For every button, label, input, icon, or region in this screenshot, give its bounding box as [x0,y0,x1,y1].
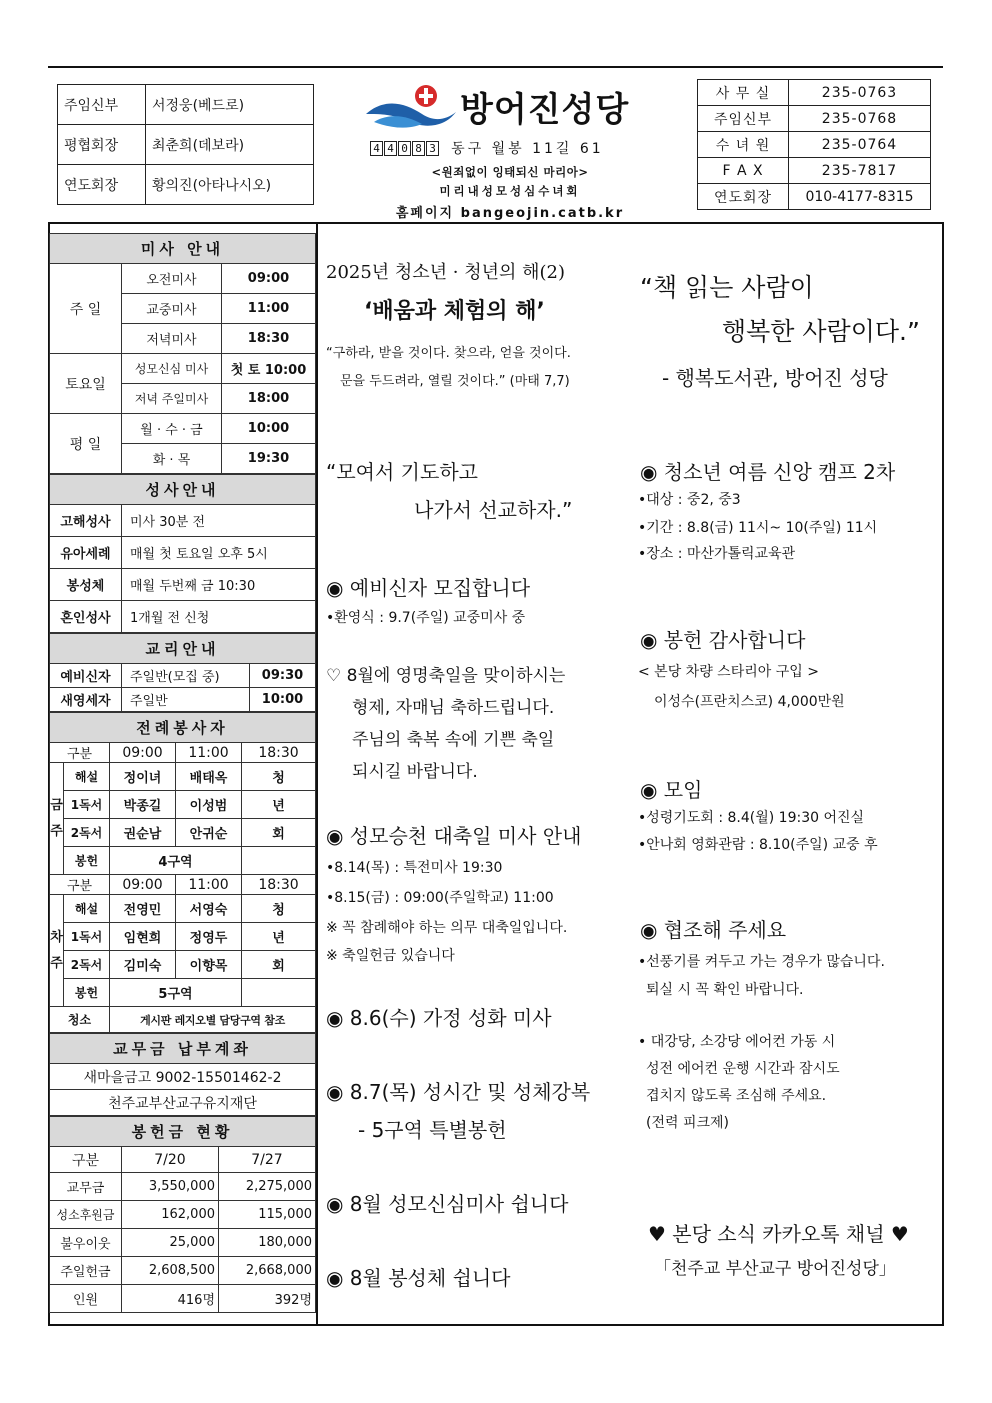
contact-table [697,79,931,210]
no-communion-notice: ◉ 8월 봉성체 쉽니다 [326,1266,511,1290]
verse-line-2: 문을 두드려라, 열릴 것이다.” (마태 7,7) [340,374,570,389]
homepage-link[interactable]: 홈페이지 bangeojin.catb.kr [395,206,625,221]
cooperation-detail: 성전 에어컨 운행 시간과 잠시도 [646,1061,840,1077]
offering-value: 180,000 [219,1229,316,1257]
liturgy-person: 청 [242,895,316,923]
leader-row [58,125,314,165]
liturgy-time: 11:00 [176,875,242,895]
liturgy-person: 정이녀 [110,763,176,791]
thanks-title: ◉ 봉헌 감사합니다 [640,628,806,652]
contact-row [698,132,931,158]
zip-digit: 4 [384,141,397,156]
mass-name: 화 · 목 [122,444,222,474]
leader-row [58,165,314,205]
liturgy-col-label: 구분 [50,875,110,895]
sacrament-value: 매월 두번째 금 10:30 [122,569,316,601]
mass-name: 월 · 수 · 금 [122,414,222,444]
offering-value: 2,668,000 [219,1257,316,1285]
year-theme: ‘배움과 체험의 해’ [364,299,545,324]
account-table [49,1033,316,1116]
liturgy-role: 봉헌 [64,979,110,1007]
offering-table [49,1116,316,1313]
offering-value: 392명 [219,1285,316,1313]
assumption-title: ◉ 성모승천 대축일 미사 안내 [326,824,582,848]
liturgy-person: 전영민 [110,895,176,923]
contact-phone: 235-0764 [789,132,931,158]
liturgy-time: 18:30 [242,743,316,763]
liturgy-title: 전례봉사자 [50,713,316,743]
liturgy-person: 회 [242,819,316,847]
liturgy-person: 박종길 [110,791,176,819]
liturgy-col-label: 구분 [50,743,110,763]
convent-name: 미리내성모성심수녀회 [439,184,581,198]
sacrament-value: 1개월 전 신청 [122,601,316,633]
offering-name: 성소후원금 [50,1201,122,1229]
liturgy-role: 1독서 [64,791,110,819]
wave-cross-icon [364,84,458,130]
assumption-line: •8.14(목) : 특전미사 19:30 [326,860,503,876]
sidebar [49,233,316,1313]
offering-date: 7/20 [122,1147,219,1173]
liturgy-time: 09:00 [110,875,176,895]
doctrine-title: 교리안내 [50,634,316,664]
birthday-line-4: 되시길 바랍니다. [352,762,478,782]
contact-phone: 010-4177-8315 [789,184,931,210]
parish-motto: <원죄없이 잉태되신 마리아> [431,165,589,179]
kakao-channel-name[interactable]: 「천주교 부산교구 방어진성당」 [654,1259,896,1279]
sacrament-name: 유아세례 [50,537,122,569]
cooperation-detail: 겹치지 않도록 조심해 주세요. [646,1088,827,1104]
year-title: 2025년 청소년 · 청년의 해(2) [326,262,566,283]
leader-name: 최춘희(데보라) [146,125,314,165]
contact-row [698,106,931,132]
liturgy-person: 이성범 [176,791,242,819]
offering-name: 인원 [50,1285,122,1313]
zip-digit: 4 [370,141,383,156]
leader-name: 서정웅(베드로) [146,85,314,125]
camp-detail: •기간 : 8.8(금) 11시~ 10(주일) 11시 [638,520,878,536]
no-marian-mass-notice: ◉ 8월 성모신심미사 쉽니다 [326,1192,569,1216]
liturgy-offering: 4구역 [110,847,242,875]
doctrine-value: 주일반 [122,688,250,712]
liturgy-role: 2독서 [64,819,110,847]
catechumen-title: ◉ 예비신자 모집합니다 [326,576,531,600]
mass-name: 교중미사 [122,294,222,324]
holy-hour-notice: ◉ 8.7(목) 성시간 및 성체강복 [326,1080,591,1104]
cooperation-detail: (전력 피크제) [646,1115,729,1131]
offering-col-label: 구분 [50,1147,122,1173]
cooperation-detail: •선풍기를 켜두고 가는 경우가 많습니다. [638,954,885,970]
liturgy-role: 봉헌 [64,847,110,875]
leader-row [58,85,314,125]
book-quote-1: “책 읽는 사람이 [640,273,814,302]
assumption-line: ※ 축일헌금 있습니다 [326,948,455,964]
mass-name: 저녁 주일미사 [122,384,222,414]
offering-name: 교무금 [50,1173,122,1201]
book-quote-3: - 행복도서관, 방어진 성당 [662,366,888,390]
contact-label: 주임신부 [698,106,789,132]
book-quote-2: 행복한 사람이다.” [722,317,920,346]
leader-role: 평협회장 [58,125,146,165]
cleaning-label: 청소 [50,1007,110,1033]
weekday-label: 평 일 [50,414,122,474]
cleaning-value: 게시판 레지오별 담당구역 참조 [110,1007,316,1033]
sunday-label: 주 일 [50,264,122,354]
mission-quote-2: 나가서 선교하자.” [414,498,573,522]
mass-name: 성모신심 미사 [122,354,222,384]
thanks-detail: 이성수(프란치스코) 4,000만원 [654,694,845,710]
mass-time: 10:00 [222,414,316,444]
liturgy-person: 배태옥 [176,763,242,791]
zip-digit: 8 [412,141,425,156]
cooperation-title: ◉ 협조해 주세요 [640,918,787,942]
liturgy-offering: 5구역 [110,979,242,1007]
mass-name: 저녁미사 [122,324,222,354]
liturgy-time: 11:00 [176,743,242,763]
mass-time: 19:30 [222,444,316,474]
contact-row [698,80,931,106]
sacrament-name: 혼인성사 [50,601,122,633]
liturgy-person: 김미숙 [110,951,176,979]
liturgy-person: 권순남 [110,819,176,847]
zip-digit: 3 [426,141,439,156]
mass-time: 18:30 [222,324,316,354]
sacrament-name: 고해성사 [50,505,122,537]
zip-code [370,141,440,156]
contact-phone: 235-7817 [789,158,931,184]
offering-value: 25,000 [122,1229,219,1257]
camp-title: ◉ 청소년 여름 신앙 캠프 2차 [640,460,896,484]
kakao-channel-title: ♥ 본당 소식 카카오톡 채널 ♥ [648,1222,909,1246]
birthday-line-1: ♡ 8월에 영명축일을 맞이하시는 [326,666,566,686]
top-rule [48,66,943,68]
doctrine-name: 새영세자 [50,688,122,712]
doctrine-time: 10:00 [250,688,316,712]
leader-role: 연도회장 [58,165,146,205]
zip-digit: 0 [398,141,411,156]
contact-label: 연도회장 [698,184,789,210]
meeting-detail: •안나회 영화관람 : 8.10(주일) 교중 후 [638,837,878,853]
this-week-label: 금주 [50,763,64,875]
offering-date: 7/27 [219,1147,316,1173]
offering-value: 2,608,500 [122,1257,219,1285]
offering-title: 봉헌금 현황 [50,1117,316,1147]
contact-phone: 235-0768 [789,106,931,132]
assumption-line: ※ 꼭 참례해야 하는 의무 대축일입니다. [326,920,568,936]
sacrament-name: 봉성체 [50,569,122,601]
liturgy-person: 서영숙 [176,895,242,923]
liturgy-role: 2독서 [64,951,110,979]
liturgy-person: 년 [242,923,316,951]
mass-time: 18:00 [222,384,316,414]
doctrine-time: 09:30 [250,664,316,688]
cooperation-detail: • 대강당, 소강당 에어컨 가동 시 [638,1034,836,1050]
next-week-label: 차주 [50,895,64,1007]
leaders-table [57,84,314,205]
address: 동구 월봉 11길 61 [451,141,604,157]
offering-name: 주일헌금 [50,1257,122,1285]
contact-label: 사 무 실 [698,80,789,106]
liturgy-role: 1독서 [64,923,110,951]
sacrament-title: 성사안내 [50,475,316,505]
liturgy-person: 임현희 [110,923,176,951]
meeting-title: ◉ 모임 [640,778,703,802]
cooperation-detail: 퇴실 시 꼭 확인 바랍니다. [646,982,804,998]
doctrine-name: 예비신자 [50,664,122,688]
doctrine-table [49,633,316,712]
mass-time: 11:00 [222,294,316,324]
birthday-line-3: 주님의 축복 속에 기쁜 축일 [352,730,555,750]
mass-time: 09:00 [222,264,316,294]
liturgy-time: 09:00 [110,743,176,763]
thanks-detail: < 본당 차량 스타리아 구입 > [638,664,819,680]
column-divider [316,222,318,1326]
mass-table [49,233,316,474]
holy-hour-detail: - 5구역 특별봉헌 [358,1118,507,1142]
contact-phone: 235-0763 [789,80,931,106]
verse-line-1: “구하라, 받을 것이다. 찾으라, 얻을 것이다. [326,346,571,361]
contact-row [698,184,931,210]
liturgy-person: 청 [242,763,316,791]
sacrament-value: 미사 30분 전 [122,505,316,537]
camp-detail: •장소 : 마산가톨릭교육관 [638,546,796,562]
liturgy-role: 해설 [64,895,110,923]
saturday-label: 토요일 [50,354,122,414]
contact-row [698,158,931,184]
mission-quote-1: “모여서 기도하고 [326,460,478,484]
mass-name: 오전미사 [122,264,222,294]
liturgy-person: 안귀순 [176,819,242,847]
leader-role: 주임신부 [58,85,146,125]
liturgy-person: 정영두 [176,923,242,951]
offering-value: 115,000 [219,1201,316,1229]
account-holder: 천주교부산교구유지재단 [50,1090,316,1116]
liturgy-person: 년 [242,791,316,819]
birthday-line-2: 형제, 자매님 축하드립니다. [352,698,555,718]
offering-value: 3,550,000 [122,1173,219,1201]
offering-value: 162,000 [122,1201,219,1229]
liturgy-person: 이향목 [176,951,242,979]
parish-logo [364,80,654,130]
liturgy-table [49,712,316,1033]
offering-value: 2,275,000 [219,1173,316,1201]
parish-name: 방어진성당 [460,90,630,130]
doctrine-value: 주일반(모집 중) [122,664,250,688]
home-mass-notice: ◉ 8.6(수) 가정 성화 미사 [326,1006,552,1030]
leader-name: 황의진(아타나시오) [146,165,314,205]
contact-label: 수 녀 원 [698,132,789,158]
assumption-line: •8.15(금) : 09:00(주일학교) 11:00 [326,890,554,906]
catechumen-detail: •환영식 : 9.7(주일) 교중미사 중 [326,610,526,626]
offering-name: 불우이웃 [50,1229,122,1257]
camp-detail: •대상 : 중2, 중3 [638,492,741,508]
liturgy-role: 해설 [64,763,110,791]
liturgy-person: 회 [242,951,316,979]
meeting-detail: •성령기도회 : 8.4(월) 19:30 어진실 [638,810,865,826]
liturgy-time: 18:30 [242,875,316,895]
contact-label: F A X [698,158,789,184]
account-title: 교무금 납부계좌 [50,1034,316,1064]
offering-value: 416명 [122,1285,219,1313]
address-line [370,138,650,158]
account-number: 새마을금고 9002-15501462-2 [50,1064,316,1090]
mass-time: 첫 토 10:00 [222,354,316,384]
mass-title: 미사 안내 [50,234,316,264]
sacrament-value: 매월 첫 토요일 오후 5시 [122,537,316,569]
sacrament-table [49,474,316,633]
